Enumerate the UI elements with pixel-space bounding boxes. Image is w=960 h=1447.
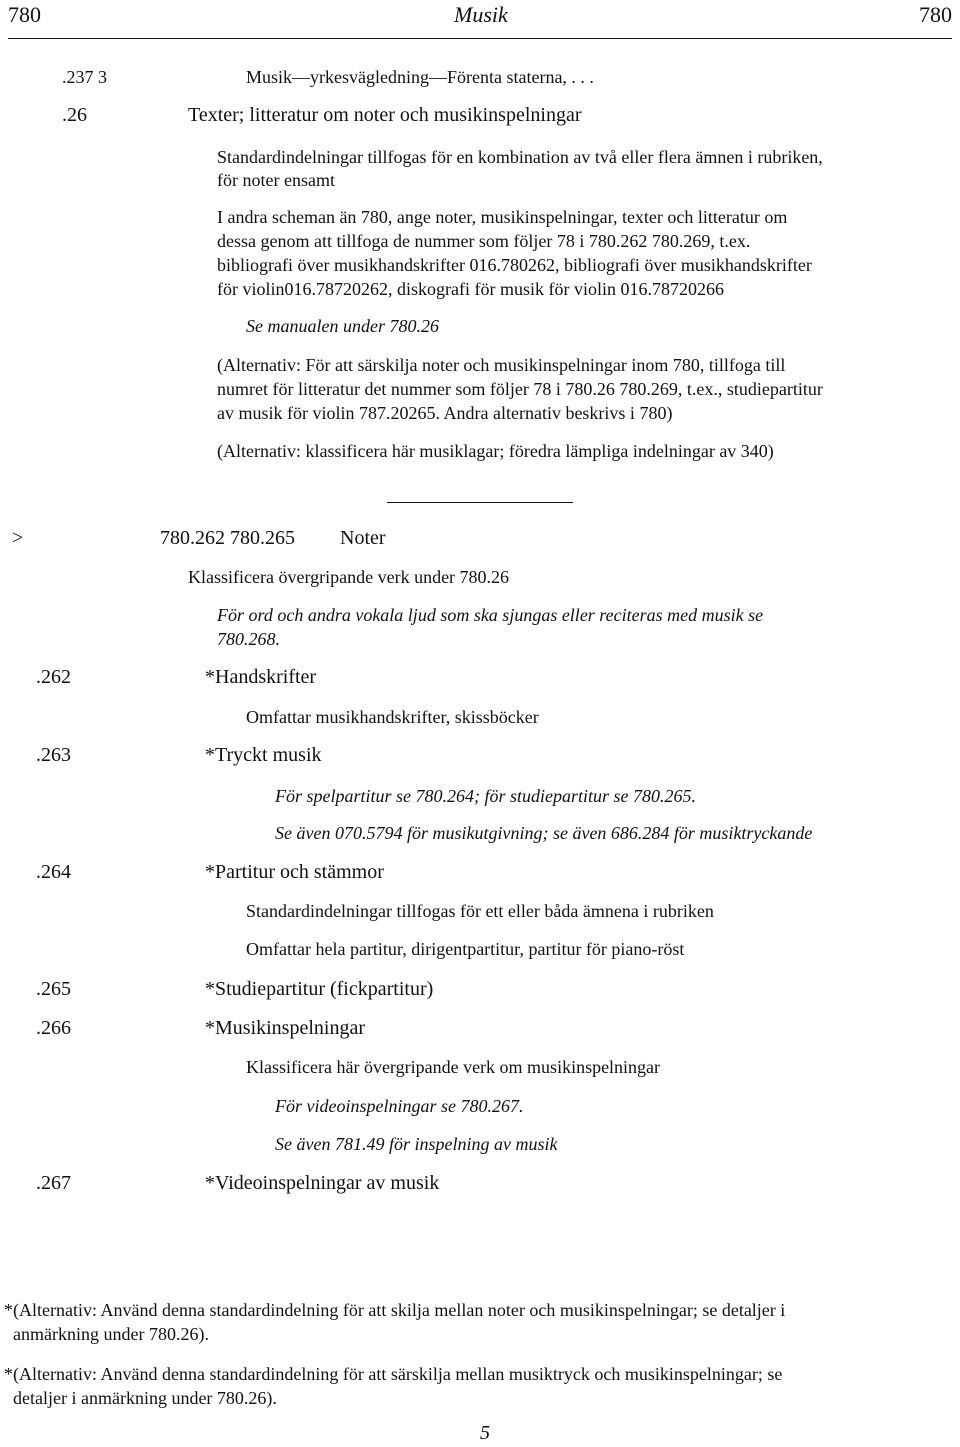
header-title: Musik [454, 2, 508, 27]
entry-26-schema-4: för violin016.78720262, diskografi för musik för violin 016.78720266 [217, 279, 724, 299]
entry-266-see-also: Se även 781.49 för inspelning av musik [275, 1134, 558, 1154]
entry-266-video-note: För videoinspelningar se 780.267. [275, 1096, 524, 1116]
entry-264-std-note: Standardindelningar tillfogas för ett eller båda ämnena i rubriken [246, 901, 714, 921]
entry-264-including: Omfattar hela partitur, dirigentpartitur, partitur för piano-röst [246, 939, 685, 959]
span-words-note-1: För ord och andra vokala ljud som ska sjungas eller reciteras med musik se [217, 605, 764, 625]
footnote-2-line-1: *(Alternativ: Använd denna standardindelning för att särskilja mellan musiktryck och musikinspelningar; se [4, 1364, 783, 1384]
span-marker: > [12, 527, 24, 549]
entry-26-alt1-2: numret för litteratur det nummer som följer 78 i 780.26 780.269, t.ex., studiepartitur [217, 379, 823, 399]
span-number: 780.262 780.265 [160, 527, 295, 549]
entry-26-std-note-1: Standardindelningar tillfogas för en kombination av två eller flera ämnen i rubriken, [217, 147, 823, 167]
entry-266-number: .266 [36, 1017, 71, 1039]
entry-26-std-note-2: för noter ensamt [217, 170, 335, 190]
entry-264-heading: *Partitur och stämmor [205, 861, 384, 883]
entry-263-heading: *Tryckt musik [205, 744, 322, 766]
entry-267-heading: *Videoinspelningar av musik [205, 1172, 440, 1194]
footnote-2-line-2: detaljer i anmärkning under 780.26). [13, 1388, 277, 1408]
entry-237-number: .237 3 [62, 67, 107, 87]
entry-265-heading: *Studiepartitur (fickpartitur) [205, 978, 434, 1000]
entry-26-schema-1: I andra scheman än 780, ange noter, musikinspelningar, texter och litteratur om [217, 207, 788, 227]
span-heading: Noter [340, 527, 386, 549]
header-rule [8, 38, 952, 39]
footnote-1-line-2: anmärkning under 780.26). [13, 1324, 209, 1344]
entry-26-heading: Texter; litteratur om noter och musikinspelningar [188, 104, 582, 126]
entry-262-including: Omfattar musikhandskrifter, skissböcker [246, 707, 539, 727]
section-divider [387, 502, 573, 503]
entry-263-note-1: För spelpartitur se 780.264; för studiepartitur se 780.265. [275, 786, 697, 806]
header-right-number: 780 [919, 2, 952, 27]
entry-26-alt1-1: (Alternativ: För att särskilja noter och musikinspelningar inom 780, tillfoga till [217, 355, 786, 375]
entry-266-heading: *Musikinspelningar [205, 1017, 365, 1039]
span-class-note: Klassificera övergripande verk under 780.26 [188, 567, 510, 587]
entry-264-number: .264 [36, 861, 71, 883]
entry-265-number: .265 [36, 978, 71, 1000]
span-words-note-2: 780.268. [217, 629, 280, 649]
header-left-number: 780 [8, 2, 41, 27]
entry-263-number: .263 [36, 744, 71, 766]
footnote-1-line-1: *(Alternativ: Använd denna standardindelning för att skilja mellan noter och musikinspelningar; se detaljer i [4, 1300, 786, 1320]
entry-267-number: .267 [36, 1172, 71, 1194]
entry-262-heading: *Handskrifter [205, 666, 317, 688]
entry-26-number: .26 [62, 104, 87, 126]
page-number: 5 [480, 1422, 490, 1444]
entry-26-schema-3: bibliografi över musikhandskrifter 016.780262, bibliografi över musikhandskrifter [217, 255, 812, 275]
entry-262-number: .262 [36, 666, 71, 688]
entry-26-see-manual: Se manualen under 780.26 [246, 316, 439, 336]
entry-266-class-note: Klassificera här övergripande verk om musikinspelningar [246, 1057, 661, 1077]
entry-263-note-2: Se även 070.5794 för musikutgivning; se även 686.284 för musiktryckande [275, 823, 813, 843]
entry-237-heading: Musik—yrkesvägledning—Förenta staterna, . . . [246, 67, 594, 87]
entry-26-schema-2: dessa genom att tillfoga de nummer som följer 78 i 780.262 780.269, t.ex. [217, 231, 751, 251]
entry-26-alt2: (Alternativ: klassificera här musiklagar; föredra lämpliga indelningar av 340) [217, 441, 774, 461]
entry-26-alt1-3: av musik för violin 787.20265. Andra alternativ beskrivs i 780) [217, 403, 673, 423]
